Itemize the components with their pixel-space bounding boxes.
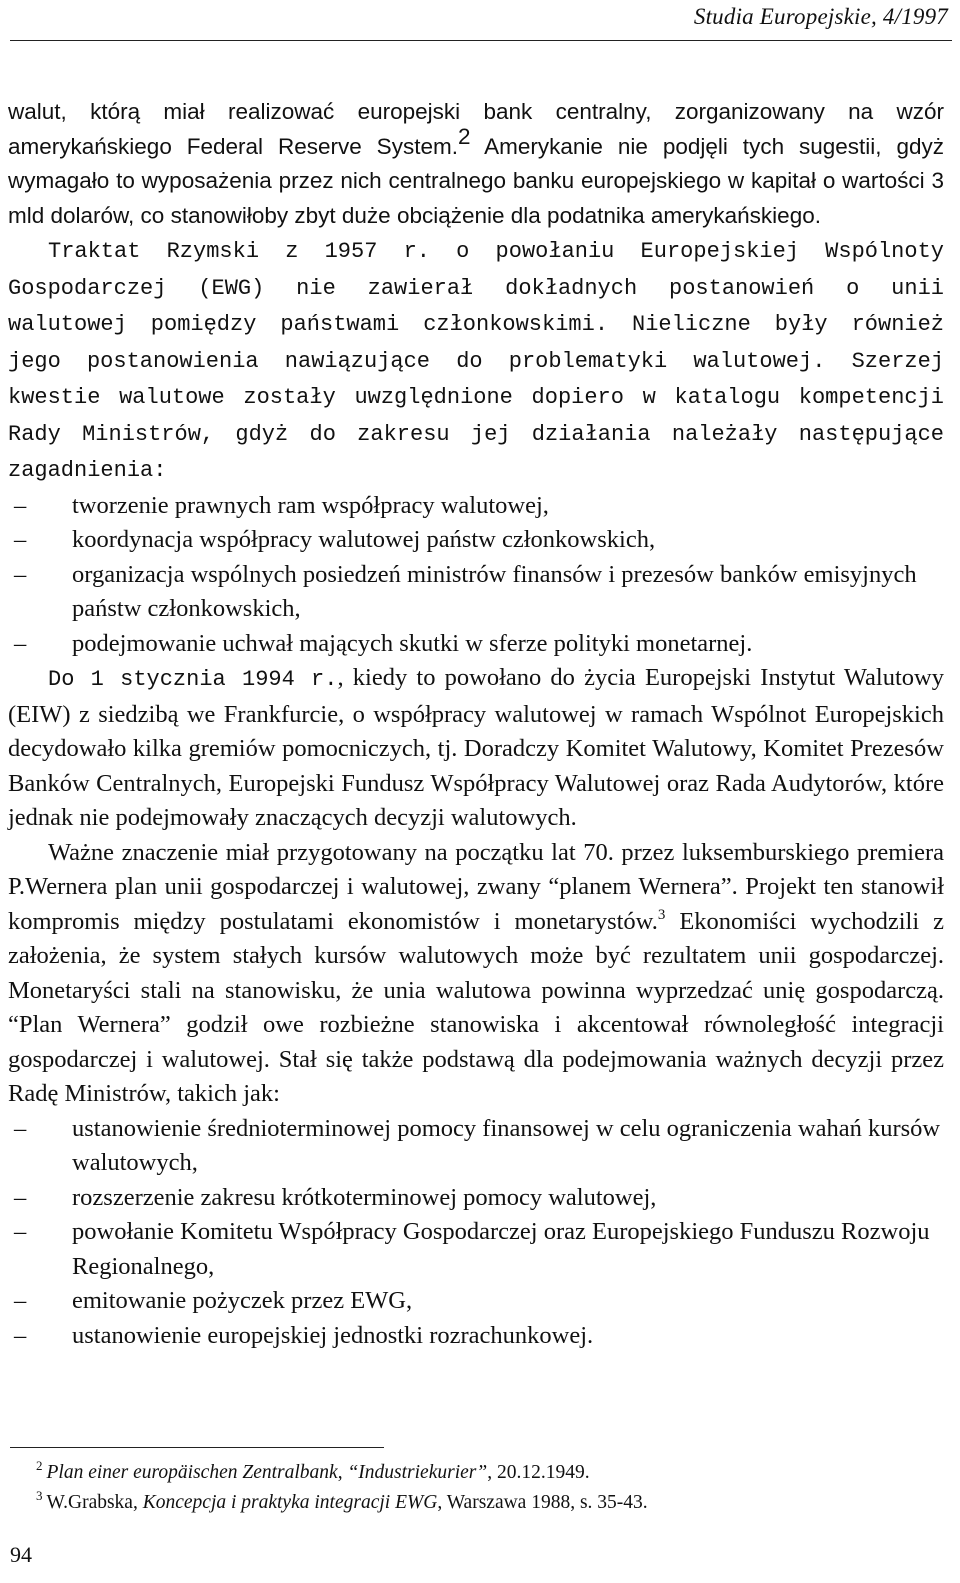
dash-bullet: – [14, 1183, 27, 1211]
list-item [8, 1215, 944, 1284]
footnote-2-date: , 20.12.1949. [487, 1462, 590, 1483]
list-item [8, 489, 944, 524]
list-item-text: podejmowanie uchwał mających skutki w sferze polityki monetarnej. [72, 629, 753, 657]
dash-bullet: – [14, 560, 27, 588]
footnotes [36, 1458, 936, 1518]
page-number: 94 [10, 1542, 32, 1567]
footnote-3-title: Koncepcja i praktyka integracji EWG [142, 1492, 438, 1513]
list-item [8, 1319, 944, 1354]
list-item-text: powołanie Komitetu Współpracy Gospodarczej oraz Europejskiego Funduszu Rozwoju Regionalnego, [72, 1218, 930, 1280]
council-decisions-list [8, 1112, 944, 1354]
header-divider [10, 40, 952, 41]
list-item [8, 1181, 944, 1216]
dash-bullet: – [14, 526, 27, 553]
article-body [8, 95, 944, 1353]
footnote-number: 3 [36, 1488, 43, 1503]
footnote-2-sep: , [337, 1462, 348, 1483]
dash-bullet: – [14, 1114, 27, 1142]
footnote-number: 2 [36, 1458, 43, 1473]
dash-bullet: – [14, 1287, 27, 1314]
footnote-3 [36, 1488, 936, 1518]
list-item [8, 1284, 944, 1319]
dash-bullet: – [14, 1321, 27, 1349]
list-item [8, 558, 944, 627]
footnote-2-title: Plan einer europäischen Zentralbank [46, 1462, 338, 1483]
paragraph-3-text-a: Do 1 stycznia 1994 r. [48, 667, 338, 692]
paragraph-2-text-b: Szerzej kwestie walutowe zostały uwzględnione dopiero w katalogu kompetencji Rady Ministrów, gdyż do zakresu jej działania należały następujące zagadnienia: [8, 348, 944, 483]
dash-bullet: – [14, 629, 27, 657]
footnote-ref-3[interactable]: 3 [657, 906, 666, 923]
dash-bullet: – [14, 1218, 27, 1245]
footnote-ref-2[interactable]: 2 [457, 123, 471, 149]
paragraph-1-text-b: Amerykanie nie podjęli tych sugestii, gdyż wymagało to wyposażenia przez nich centralnego banku europejskiego w kapitał o wartości 3 mld dolarów, co stanowiłoby zbyt duże obciążenie dla podatnika amerykańskiego. [8, 133, 944, 228]
paragraph-2-text-a: Traktat Rzymski z 1957 r. o powołaniu Europejskiej Wspólnoty Gospodarczej (EWG) nie zawierał dokładnych postanowień o unii walutowej pomiędzy państwami członkowskimi. Nieliczne były również jego postanowienia nawiązujące do problematyki walutowej. [8, 239, 944, 374]
list-item-text: organizacja wspólnych posiedzeń ministrów finansów i prezesów banków emisyjnych państw członkowskich, [72, 560, 917, 622]
footnote-2 [36, 1458, 936, 1488]
paragraph-1-text-a: walut, którą miał realizować europejski bank centralny, zorganizowany na wzór amerykańskiego Federal Reserve System. [8, 99, 944, 159]
paragraph-4 [8, 836, 944, 1112]
council-competences-list [8, 489, 944, 662]
footnote-3-rest: , Warszawa 1988, s. 35-43. [437, 1492, 648, 1513]
list-item-text: koordynacja współpracy walutowej państw członkowskich, [72, 526, 656, 553]
paragraph-2 [8, 233, 944, 489]
list-item [8, 523, 944, 558]
dash-bullet: – [14, 491, 27, 519]
list-item [8, 1112, 944, 1181]
footnote-2-source: “Industriekurier” [347, 1462, 488, 1483]
footnote-divider [10, 1447, 384, 1448]
list-item-text: rozszerzenie zakresu krótkoterminowej pomocy walutowej, [72, 1183, 657, 1211]
paragraph-3-text-b: , kiedy to powołano do życia Europejski Instytut Walutowy (EIW) z siedzibą we Frankfurcie, o współpracy walutowej w ramach Wspólnot Europejskich decydowało kilka gremiów pomocniczych, tj. Doradczy Komitet Walutowy, Komitet Prezesów Banków Centralnych, Europejski Fundusz Współpracy Walutowej oraz Rada Audytorów, które jednak nie podejmowały znaczących decyzji walutowych. [8, 664, 944, 831]
list-item-text: tworzenie prawnych ram współpracy walutowej, [72, 491, 549, 519]
journal-running-head: Studia Europejskie, 4/1997 [693, 4, 948, 29]
list-item-text: emitowanie pożyczek przez EWG, [72, 1287, 413, 1314]
paragraph-1 [8, 95, 944, 233]
paragraph-4-text-b: Ekonomiści wychodzili z założenia, że system stałych kursów walutowych może być rezultatem unii gospodarczej. Monetaryści stali na stanowisku, że unia walutowa powinna wyprzedzać unię gospodarczą. “Plan Wernera” godził owe rozbieżne stanowiska i akcentował równoległość integracji gospodarczej i walutowej. Stał się także podstawą dla podejmowania ważnych decyzji przez Radę Ministrów, takich jak: [8, 907, 944, 1107]
paragraph-3 [8, 661, 944, 836]
paragraph-4-text-a: Ważne znaczenie miał przygotowany na początku lat 70. przez luksemburskiego premiera P.Wernera plan unii gospodarczej i walutowej, zwany “planem Wernera”. Projekt ten stanowił kompromis między postulatami ekonomistów i monetarystów. [8, 838, 944, 935]
footnote-3-author: W.Grabska, [46, 1492, 143, 1513]
list-item [8, 627, 944, 662]
list-item-text: ustanowienie średnioterminowej pomocy finansowej w celu ograniczenia wahań kursów walutowych, [72, 1114, 941, 1176]
list-item-text: ustanowienie europejskiej jednostki rozrachunkowej. [72, 1321, 594, 1349]
